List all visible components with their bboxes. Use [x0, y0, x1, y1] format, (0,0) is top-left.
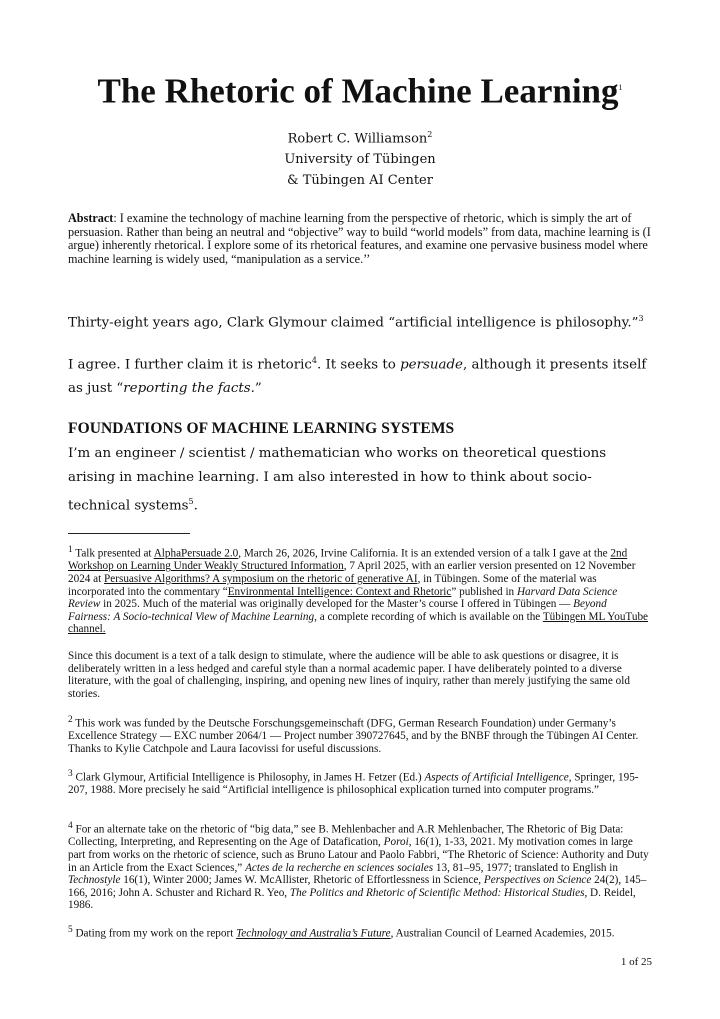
link-environmental-intelligence[interactable]: Environmental Intelligence: Context and Rhetoric [227, 585, 452, 598]
footnote-3: $^3$ Clark Glymour, Artificial Intelligence is Philosophy, in James H. Fetzer (Ed.) Aspects of Artificial Intelligence, Springer, 195-207, 1988. More precisely he said “Artificial intelligence is philosophical explication turned into computer programs.” [68, 769, 639, 797]
footnote-marker-4[interactable]: 4 [311, 356, 317, 365]
footnote-2: $^2$ This work was funded by the Deutsche Forschungsgemeinschaft (DFG, German Research Foundation) under Germany’s Excellence Strategy — EXC number 2064/1 — Project number 390727645, and by the BNBF through the Tübingen AI Center. Thanks to Kylie Catchpole and Laura Iacovissi for useful discussions. [68, 715, 639, 755]
author-block [68, 124, 652, 191]
affiliation-university: University of Tübingen [284, 152, 436, 168]
abstract-label: Abstract [68, 211, 114, 225]
footnote-marker-5[interactable]: 5 [188, 497, 194, 506]
footnote-1-continued: Since this document is a text of a talk design to stimulate, where the audience will be able to ask questions or disagree, it is deliberately written in a less hedged and careful style than a normal academic paper. I have deliberately pointed to a diverse literature, with the goal of challenging, inspiring, and opening new lines of inquiry, rather than merely justifying the same old stories. [68, 650, 630, 700]
footnote-1: $^1$ Talk presented at AlphaPersuade 2.0, March 26, 2026, Irvine California. It is an extended version of a talk I gave at the 2nd Workshop on Learning Under Weakly Structured Information, 7 April 2025, with an earlier version presented on 12 November 2024 at Persuasive Algorithms? A symposium on the rhetoric of generative AI, in Tübingen. Some of the material was incorporated into the commentary “Environmental Intelligence: Context and Rhetoric” published in Harvard Data Science Review in 2025. Much of the material was originally developed for the Master’s course I offered in Tübingen — Beyond Fairness: A Socio-technical View of Machine Learning, a complete recording of which is available on the Tübingen ML YouTube channel. [68, 545, 649, 636]
link-persuasive-algorithms[interactable]: Persuasive Algorithms? A symposium on the rhetoric of generative AI [104, 572, 418, 585]
title-footnote-marker[interactable]: 1 [618, 83, 623, 92]
author-footnote-marker[interactable]: 2 [427, 130, 433, 139]
link-youtube-channel[interactable]: Tübingen ML YouTube channel. [68, 610, 649, 636]
affiliation-center: & Tübingen AI Center [287, 173, 433, 189]
abstract: Abstract: I examine the technology of machine learning from the perspective of rhetoric, which is simply the art of persuasion. Rather than being an neutral and “objective” way to build “world models” from data, machine learning is (I argue) inherently rhetorical. I explore some of its rhetorical features, and examine one pervasive business model where machine learning is widely used, “manipulation as a service.’’ [68, 211, 651, 266]
author-name: Robert C. Williamson$^2$ [287, 130, 433, 147]
footnote-marker-3[interactable]: 3 [638, 314, 644, 323]
paragraph-glymour: Thirty-eight years ago, Clark Glymour claimed “artificial intelligence is philosophy.”$^3$ [68, 314, 644, 331]
footnote-4: $^4$ For an alternate take on the rhetoric of “big data,” see B. Mehlenbacher and A.R Mehlenbacher, The Rhetoric of Big Data: Collecting, Interpreting, and Representing on the Age of Datafication, Poroi, 16(1), 1-33, 2021. My motivation comes in large part from works on the rhetoric of science, such as Bruno Latour and Paolo Fabbri, “The Rhetoric of Science: Authority and Duty in an Article from the Exact Sciences,” Actes de la recherche en sciences sociales 13, 81–95, 1977; translated to English in Technostyle 16(1), Winter 2000; James W. McAllister, Rhetoric of Effortlessness in Science, Perspectives on Science 24(2), 145–166, 2016; John A. Schuster and Richard R. Yeo, The Politics and Rhetoric of Scientific Method: Historical Studies, D. Reidel, 1986. [68, 821, 649, 912]
paragraph-foundations: I’m an engineer / scientist / mathematician who works on theoretical questions arising in machine learning. I am also interested in how to think about socio-technical systems$^5$. [68, 446, 607, 514]
link-workshop[interactable]: 2nd Workshop on Learning Under Weakly Structured Information [68, 547, 628, 573]
page-number: 1 of 25 [620, 956, 652, 968]
paper-title: The Rhetoric of Machine Learning$^1$ [97, 71, 623, 111]
paragraph-rhetoric-claim: I agree. I further claim it is rhetoric$^4$. It seeks to persuade, although it presents itself as just “reporting the facts.” [68, 356, 647, 397]
link-technology-australia[interactable]: Technology and Australia’s Future [236, 927, 391, 940]
footnote-divider [68, 533, 190, 534]
footnote-5: $^5$ Dating from my work on the report Technology and Australia’s Future, Australian Council of Learned Academies, 2015. [68, 925, 615, 940]
link-alphapersuade[interactable]: AlphaPersuade 2.0 [153, 547, 239, 560]
section-heading: FOUNDATIONS OF MACHINE LEARNING SYSTEMS [68, 420, 455, 437]
